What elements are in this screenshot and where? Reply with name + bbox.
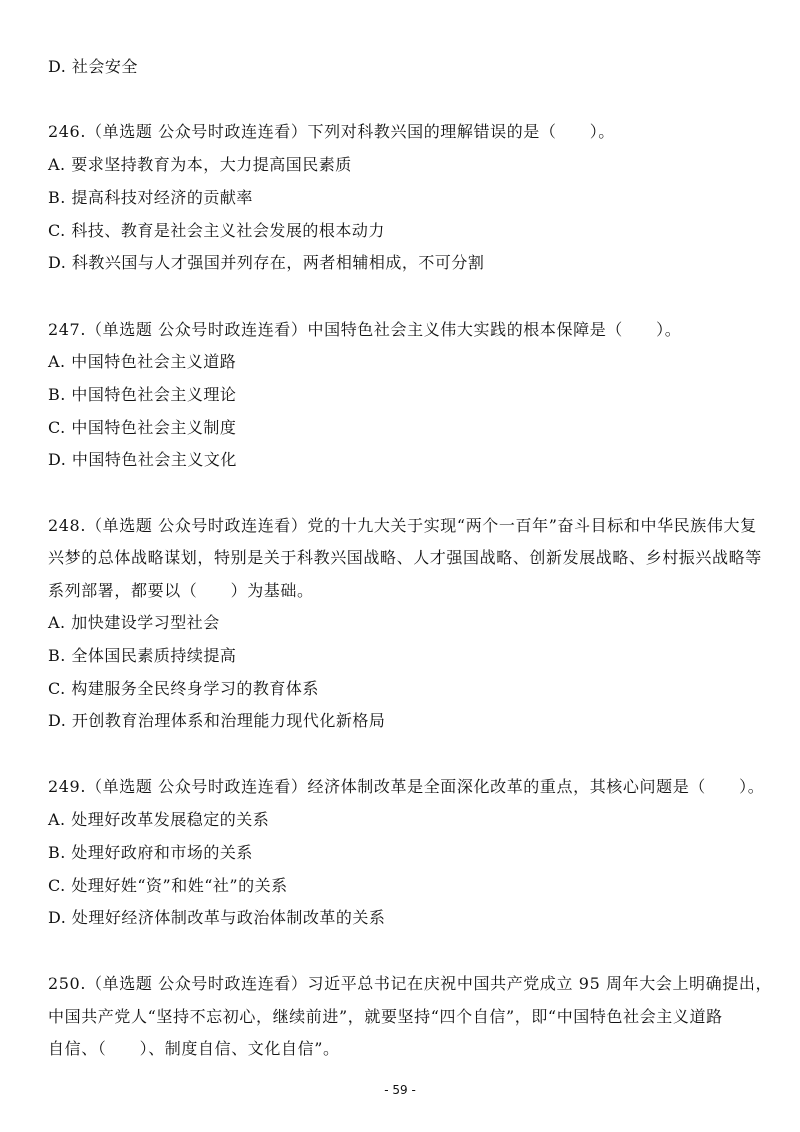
question-248-option-a: A. 加快建设学习型社会 [48, 613, 220, 632]
question-246-option-d: D. 科教兴国与人才强国并列存在，两者相辅相成，不可分割 [48, 253, 485, 272]
question-249-option-c: C. 处理好姓“资”和姓“社”的关系 [48, 876, 288, 895]
question-248-stem-line-2: 兴梦的总体战略谋划，特别是关于科教兴国战略、人才强国战略、创新发展战略、乡村振兴战略等 [48, 548, 762, 567]
question-250-stem-line-2: 中国共产党人“坚持不忘初心，继续前进”，就要坚持“四个自信”，即“中国特色社会主义道路 [48, 1007, 723, 1026]
question-248-stem-line-1: 248.（单选题 公众号时政连连看）党的十九大关于实现“两个一百年”奋斗目标和中华民族伟大复 [48, 516, 757, 535]
question-246-option-b: B. 提高科技对经济的贡献率 [48, 188, 253, 207]
question-247-option-b: B. 中国特色社会主义理论 [48, 385, 237, 404]
question-246-stem: 246.（单选题 公众号时政连连看）下列对科教兴国的理解错误的是（ ）。 [48, 122, 615, 141]
question-250-stem-line-3: 自信、（ ）、制度自信、文化自信”。 [48, 1039, 340, 1058]
question-247-option-d: D. 中国特色社会主义文化 [48, 450, 237, 469]
question-246-option-c: C. 科技、教育是社会主义社会发展的根本动力 [48, 221, 385, 240]
question-249-option-d: D. 处理好经济体制改革与政治体制改革的关系 [48, 908, 386, 927]
question-249-option-a: A. 处理好改革发展稳定的关系 [48, 810, 270, 829]
question-249-option-b: B. 处理好政府和市场的关系 [48, 843, 253, 862]
question-248-option-c: C. 构建服务全民终身学习的教育体系 [48, 679, 319, 698]
prev-option-d: D. 社会安全 [48, 57, 138, 76]
question-249-stem: 249.（单选题 公众号时政连连看）经济体制改革是全面深化改革的重点，其核心问题是（ ）。 [48, 777, 765, 796]
question-248-option-d: D. 开创教育治理体系和治理能力现代化新格局 [48, 711, 386, 730]
question-247-option-a: A. 中国特色社会主义道路 [48, 352, 237, 371]
question-250-stem-line-1: 250.（单选题 公众号时政连连看）习近平总书记在庆祝中国共产党成立 95 周年大会上明确提出， [48, 974, 773, 993]
question-246-option-a: A. 要求坚持教育为本，大力提高国民素质 [48, 155, 352, 174]
question-248-option-b: B. 全体国民素质持续提高 [48, 646, 237, 665]
question-247-stem: 247.（单选题 公众号时政连连看）中国特色社会主义伟大实践的根本保障是（ ）。 [48, 320, 682, 339]
question-247-option-c: C. 中国特色社会主义制度 [48, 418, 237, 437]
page-number: - 59 - [384, 1083, 416, 1097]
question-248-stem-line-3: 系列部署，都要以（ ）为基础。 [48, 581, 314, 600]
